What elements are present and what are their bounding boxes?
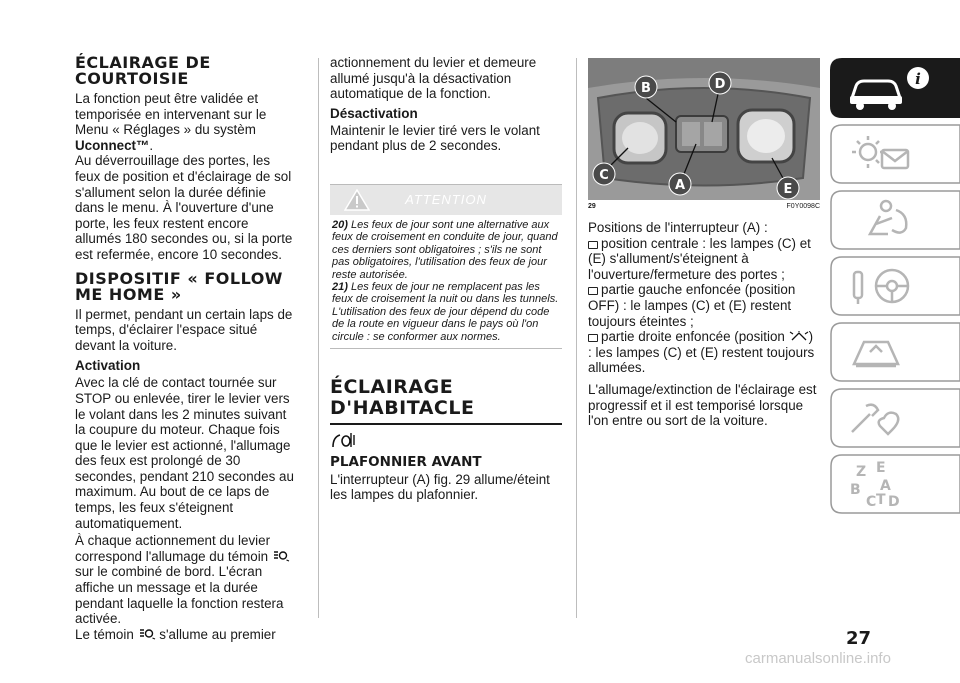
svg-text:C: C — [599, 168, 609, 183]
figure-ceiling-light-photo — [588, 58, 820, 200]
svg-text:Z: Z — [856, 464, 867, 480]
paragraph: La fonction peut être validée et temporisée en intervenant sur le Menu « Réglages » du systèm Uconnect™. — [75, 91, 267, 153]
svg-text:D: D — [714, 77, 726, 92]
tab-lights-messages[interactable] — [830, 124, 960, 184]
paragraph: L'interrupteur (A) fig. 29 allume/éteint les lampes du plafonnier. — [330, 471, 550, 503]
figure-number: 29 — [588, 203, 596, 210]
column-divider — [318, 58, 319, 618]
svg-text:B: B — [850, 482, 861, 498]
tab-index[interactable] — [830, 454, 960, 514]
interior-light-icon — [330, 429, 356, 451]
watermark: carmanualsonline.info — [745, 650, 891, 667]
column-3 — [588, 58, 820, 429]
warning-body — [330, 215, 562, 348]
paragraph: Au déverrouillage des portes, les feux de position et d'éclairage de sol s'allument selon la durée définie dans le menu. À l'ouverture d'une porte, les feux restent encore allumés 180 secondes ou, si la porte est refermée, encore 10 secondes. — [75, 153, 293, 262]
heading-eclairage-courtoisie: ÉCLAIRAGE DE COURTOISIE — [75, 53, 211, 88]
column-2 — [330, 55, 562, 503]
tab-starting-driving[interactable] — [830, 256, 960, 316]
heading-follow-me-home: DISPOSITIF « FOLLOW ME HOME » — [75, 268, 283, 304]
callout-d — [709, 72, 731, 94]
warning-triangle-icon — [344, 189, 370, 211]
svg-text:C: C — [866, 494, 877, 510]
warning-item: 21) Les feux de jour ne remplacent pas les feux de croisement la nuit ou dans les tunnels. L'utilisation des feux de jour dépend du code de la route en vigueur dans le pays où l'on circule : se conformer aux normes. — [332, 281, 559, 343]
svg-text:B: B — [641, 81, 651, 96]
callout-a — [669, 173, 691, 195]
bullet-item: partie gauche enfoncée (position OFF) : le lampes (C) et (E) restent toujours éteintes ; — [588, 282, 796, 329]
warning-title: ATTENTION — [405, 192, 487, 208]
paragraph: Maintenir le levier tiré vers le volant pendant plus de 2 secondes. — [330, 122, 540, 154]
tab-safety[interactable] — [830, 190, 960, 250]
bullet-item: position centrale : les lampes (C) et (E) s'allument/s'éteignent à l'ouverture/fermeture des portes ; — [588, 235, 811, 282]
paragraph: Avec la clé de contact tournée sur STOP ou enlevée, tirer le levier vers le volant dans les 2 minutes suivant la coupure du moteur. Chaque fois que le levier est actionné, l'allumage des feux est prolongé de 30 secondes, pendant 210 secondes au maximum. Au bout de ce laps de temps, les feux s'éteignent automatiquement. — [75, 375, 294, 531]
follow-me-home-indicator-icon — [138, 629, 156, 640]
svg-text:E: E — [876, 460, 886, 476]
tab-car-info[interactable] — [830, 58, 960, 118]
paragraph: À chaque actionnement du levier correspond l'allumage du témoin sur le combiné de bord. L'écran affiche un message et la durée pendant laquelle la fonction restera activée. — [75, 533, 295, 627]
heading-plafonnier-avant: PLAFONNIER AVANT — [330, 453, 482, 470]
column-divider — [576, 58, 577, 618]
svg-text:i: i — [915, 70, 921, 88]
callout-e — [777, 177, 799, 199]
switch-bullet-icon — [588, 334, 598, 342]
svg-text:A: A — [674, 178, 686, 193]
switch-bullet-icon — [588, 287, 598, 295]
figure-code: F0Y0098C — [786, 203, 820, 210]
paragraph: actionnement du levier et demeure allumé jusqu'à la désactivation automatique de la fonction. — [330, 55, 537, 102]
heading-eclairage-habitacle: ÉCLAIRAGE D'HABITACLE — [330, 376, 475, 420]
follow-me-home-indicator-icon — [272, 551, 290, 562]
tab-maintenance[interactable] — [830, 388, 960, 448]
figure-caption — [588, 203, 820, 210]
bullet-item: partie droite enfoncée (position ) : les lampes (C) et (E) restent toujours allumées. — [588, 329, 815, 376]
warning-header — [330, 185, 562, 215]
warning-box — [330, 184, 562, 349]
svg-text:A: A — [880, 478, 891, 494]
lamp-on-icon — [789, 331, 809, 342]
column-1 — [75, 55, 295, 642]
svg-text:D: D — [888, 494, 900, 510]
paragraph: Il permet, pendant un certain laps de temps, d'éclairer l'espace situé devant la voiture. — [75, 306, 293, 353]
switch-bullet-icon — [588, 241, 598, 249]
paragraph: Positions de l'interrupteur (A) : — [588, 220, 768, 235]
callout-c — [593, 163, 615, 185]
heading-rule — [330, 423, 562, 425]
svg-text:E: E — [783, 182, 793, 197]
heading-desactivation: Désactivation — [330, 105, 418, 121]
heading-activation: Activation — [75, 358, 141, 374]
warning-item: 20) Les feux de jour sont une alternative aux feux de croisement en conduite de jour, quand ces derniers sont obligatoires ; s'ils ne sont pas obligatoires, l'utilisation des feux de jour reste autorisée. — [332, 218, 558, 281]
tab-emergency[interactable] — [830, 322, 960, 382]
paragraph: L'allumage/extinction de l'éclairage est progressif et il est temporisé lorsque l'on entre ou sort de la voiture. — [588, 381, 817, 429]
page-number: 27 — [846, 628, 872, 649]
callout-b — [635, 76, 657, 98]
svg-text:T: T — [876, 492, 886, 508]
ceiling-light-illustration — [588, 58, 820, 200]
paragraph: Le témoin s'allume au premier — [75, 626, 276, 642]
